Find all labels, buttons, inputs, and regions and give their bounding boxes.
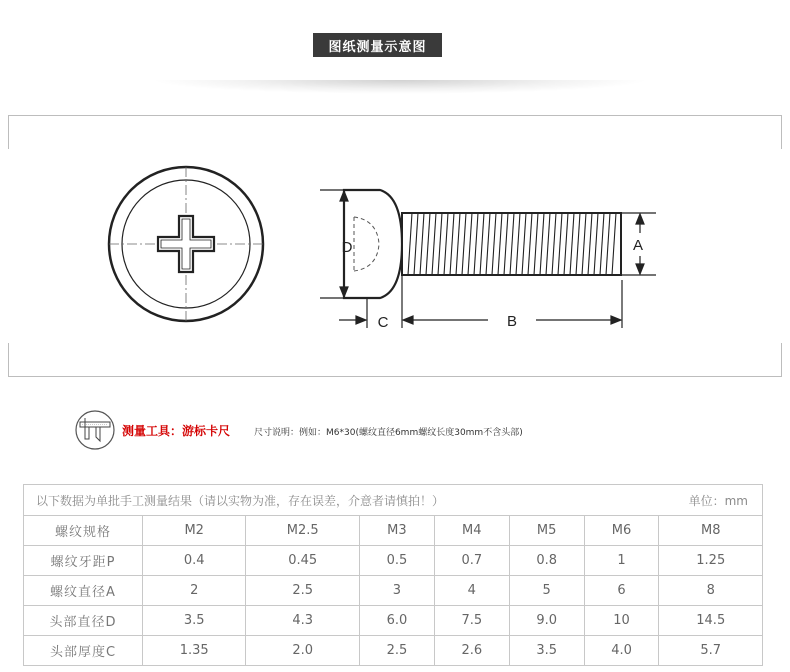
table-row — [24, 516, 763, 546]
table-cell: 8 — [659, 576, 763, 606]
table-cell: 6 — [584, 576, 659, 606]
table-cell: 1.25 — [659, 546, 763, 576]
table-cell: 2.5 — [359, 636, 434, 666]
page-title: 图纸测量示意图 — [313, 33, 442, 57]
table-cell: M2.5 — [246, 516, 360, 546]
table-cell: 0.4 — [143, 546, 246, 576]
table-cell: 1.35 — [143, 636, 246, 666]
dimension-label-b: B — [506, 313, 518, 330]
table-cell: 10 — [584, 606, 659, 636]
row-label: 头部直径D — [24, 606, 143, 636]
measurement-disclaimer: 以下数据为单批手工测量结果（请以实物为准，存在误差，介意者请慎拍！） — [36, 493, 445, 508]
table-row — [24, 546, 763, 576]
table-cell: 0.8 — [509, 546, 584, 576]
size-explanation: 尺寸说明：例如：M6*30(螺纹直径6mm螺纹长度30mm不含头部) — [254, 428, 523, 438]
table-cell: M5 — [509, 516, 584, 546]
table-cell: M3 — [359, 516, 434, 546]
table-cell: 0.45 — [246, 546, 360, 576]
row-label: 螺纹直径A — [24, 576, 143, 606]
table-cell: 2.6 — [434, 636, 509, 666]
screw-head-front-view — [109, 167, 263, 321]
title-shadow-divider — [150, 80, 650, 94]
screw-drawing-svg — [8, 115, 782, 377]
table-cell: 3.5 — [509, 636, 584, 666]
table-row — [24, 636, 763, 666]
table-row — [24, 606, 763, 636]
table-cell: 2.5 — [246, 576, 360, 606]
unit-label: 单位：mm — [688, 493, 748, 508]
table-cell: M4 — [434, 516, 509, 546]
measuring-tool-label: 测量工具：游标卡尺 — [122, 424, 231, 438]
table-cell: 3 — [359, 576, 434, 606]
table-cell: M2 — [143, 516, 246, 546]
table-cell: 5 — [509, 576, 584, 606]
table-cell: 4 — [434, 576, 509, 606]
spec-table — [23, 484, 763, 666]
screw-drawing — [8, 115, 782, 377]
table-cell: 4.0 — [584, 636, 659, 666]
table-cell: 3.5 — [143, 606, 246, 636]
table-cell: 5.7 — [659, 636, 763, 666]
dimension-label-a: A — [632, 237, 644, 254]
table-row — [24, 576, 763, 606]
table-cell: 1 — [584, 546, 659, 576]
screw-side-view — [341, 190, 621, 298]
measuring-tool-row — [74, 409, 774, 449]
table-note-row — [24, 485, 763, 516]
dimension-label-d: D — [341, 239, 353, 256]
table-cell: M6 — [584, 516, 659, 546]
table-cell: 0.7 — [434, 546, 509, 576]
table-cell: 6.0 — [359, 606, 434, 636]
table-cell: 0.5 — [359, 546, 434, 576]
table-cell: 7.5 — [434, 606, 509, 636]
dimension-label-c: C — [377, 314, 389, 331]
table-cell: 2.0 — [246, 636, 360, 666]
table-cell: 14.5 — [659, 606, 763, 636]
table-cell: 2 — [143, 576, 246, 606]
row-label: 头部厚度C — [24, 636, 143, 666]
table-cell: 4.3 — [246, 606, 360, 636]
caliper-icon — [74, 409, 116, 451]
row-label: 螺纹规格 — [24, 516, 143, 546]
table-cell: 9.0 — [509, 606, 584, 636]
row-label: 螺纹牙距P — [24, 546, 143, 576]
table-cell: M8 — [659, 516, 763, 546]
